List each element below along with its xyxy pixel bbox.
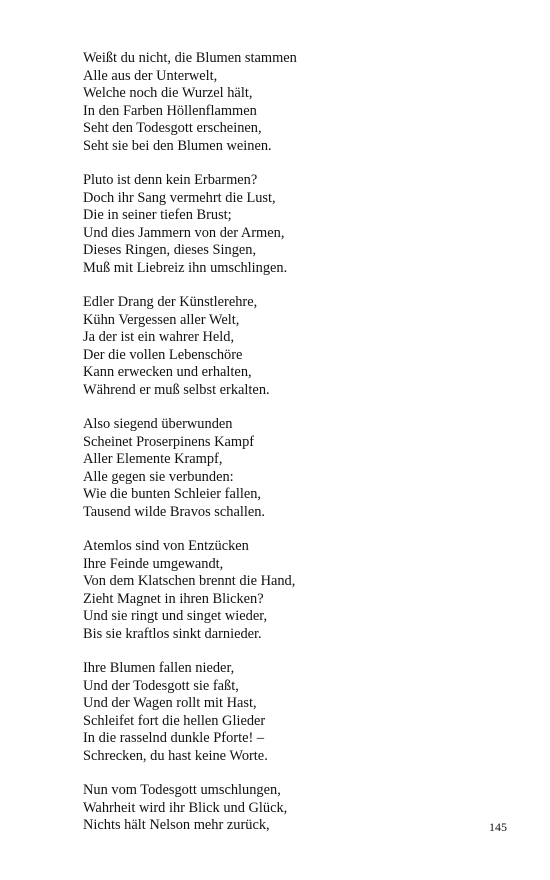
- poem-line: Also siegend überwunden: [83, 416, 233, 432]
- stanza: [83, 538, 503, 643]
- stanza: [83, 50, 503, 155]
- poem-line: Nun vom Todesgott umschlungen,: [83, 782, 281, 798]
- poem-line: Und der Todesgott sie faßt,: [83, 677, 239, 694]
- stanza: [83, 172, 503, 277]
- poem-line: Der die vollen Lebenschöre: [83, 346, 243, 363]
- stanza: [83, 660, 503, 765]
- poem-line: Schrecken, du hast keine Worte.: [83, 747, 268, 764]
- poem-line: Dieses Ringen, dieses Singen,: [83, 242, 257, 258]
- poem-line: Nichts hält Nelson mehr zurück,: [83, 817, 270, 833]
- poem-line: Atemlos sind von Entzücken: [83, 538, 249, 554]
- poem-line: Doch ihr Sang vermehrt die Lust,: [83, 189, 276, 206]
- poem-line: Von dem Klatschen brennt die Hand,: [83, 573, 296, 589]
- poem-line: Kühn Vergessen aller Welt,: [83, 311, 240, 328]
- poem-text: [83, 50, 503, 852]
- poem-line: Wie die bunten Schleier fallen,: [83, 486, 262, 502]
- poem-line: Welche noch die Wurzel hält,: [83, 85, 253, 101]
- poem-line: In die rasselnd dunkle Pforte! –: [83, 730, 265, 746]
- poem-line: In den Farben Höllenflammen: [83, 102, 257, 119]
- poem-line: Ja der ist ein wahrer Held,: [83, 329, 235, 345]
- poem-line: Bis sie kraftlos sinkt darnieder.: [83, 625, 262, 642]
- poem-line: Pluto ist denn kein Erbarmen?: [83, 172, 258, 188]
- poem-line: Zieht Magnet in ihren Blicken?: [83, 590, 264, 607]
- poem-line: Und der Wagen rollt mit Hast,: [83, 695, 257, 711]
- poem-line: Alle aus der Unterwelt,: [83, 67, 218, 84]
- poem-line: Scheinet Proserpinens Kampf: [83, 433, 255, 450]
- stanza: [83, 294, 503, 399]
- poem-line: Ihre Blumen fallen nieder,: [83, 660, 235, 676]
- poem-line: Schleifet fort die hellen Glieder: [83, 712, 266, 729]
- poem-line: Seht sie bei den Blumen weinen.: [83, 137, 272, 154]
- poem-line: Und sie ringt und singet wieder,: [83, 608, 268, 624]
- stanza: [83, 782, 503, 835]
- stanza: [83, 416, 503, 521]
- poem-line: Muß mit Liebreiz ihn umschlingen.: [83, 259, 288, 276]
- poem-line: Während er muß selbst erkalten.: [83, 381, 270, 398]
- poem-line: Kann erwecken und erhalten,: [83, 364, 252, 380]
- poem-line: Und dies Jammern von der Armen,: [83, 224, 285, 241]
- poem-line: Alle gegen sie verbunden:: [83, 468, 234, 485]
- poem-line: Tausend wilde Bravos schallen.: [83, 503, 266, 520]
- poem-line: Edler Drang der Künstlerehre,: [83, 294, 258, 310]
- poem-line: Weißt du nicht, die Blumen stammen: [83, 50, 297, 66]
- page-number: 145: [489, 820, 507, 834]
- poem-line: Wahrheit wird ihr Blick und Glück,: [83, 799, 288, 816]
- poem-line: Seht den Todesgott erscheinen,: [83, 120, 262, 136]
- poem-line: Die in seiner tiefen Brust;: [83, 207, 232, 223]
- poem-line: Ihre Feinde umgewandt,: [83, 555, 224, 572]
- poem-line: Aller Elemente Krampf,: [83, 451, 223, 467]
